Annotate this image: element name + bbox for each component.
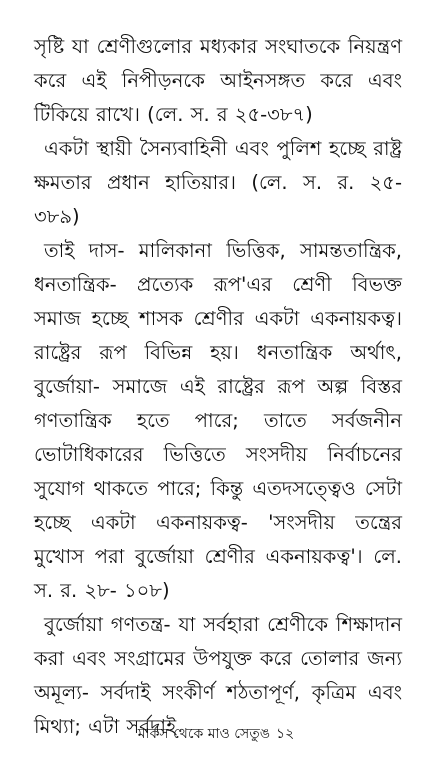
page-number: ১২ (276, 726, 295, 742)
paragraph-3: তাই দাস- মালিকানা ভিত্তিক, সামন্ততান্ত্রিক, ধনতান্ত্রিক- প্রত্যেক রূপ'এর শ্রেণী বিভক্ত সমাজ হচ্ছে শাসক শ্রেণীর একটা একনায়কত্ব। রাষ্ট্রের রূপ বিভিন্ন হয়। ধনতান্ত্রিক অর্থাৎ, বুর্জোয়া- সমাজে এই রাষ্ট্রের রূপ অল্প বিস্তর গণতান্ত্রিক হতে পারে; তাতে সর্বজনীন ভোটাধিকারের ভিত্তিতে সংসদীয় নির্বাচনের সুযোগ থাকতে পারে; কিন্তু এতদসত্ত্বেও সেটা হচ্ছে একটা একনায়কত্ব- 'সংসদীয় তন্ত্রের মুখোস পরা বুর্জোয়া শ্রেণীর একনায়কত্ব'। লে. স. র. ২৮- ১০৮) (34, 239, 402, 602)
book-title: মার্কস থেকে মাও সেতুঙ (137, 726, 271, 742)
page-footer (0, 722, 432, 746)
paragraph-4: বুর্জোয়া গণতন্ত্র- যা সর্বহারা শ্রেণীকে শিক্ষাদান করা এবং সংগ্রামের উপযুক্ত করে তোলার জন্য অমূল্য- সর্বদাই সংকীর্ণ শঠতাপূর্ণ, কৃত্রিম এবং মিথ্যা; এটা সর্বদাই (34, 613, 402, 738)
paragraph-2: একটা স্থায়ী সৈন্যবাহিনী এবং পুলিশ হচ্ছে রাষ্ট্র ক্ষমতার প্রধান হাতিয়ার। (লে. স. র. ২৫- ৩৮৯) (34, 137, 402, 228)
paragraph-1: সৃষ্টি যা শ্রেণীগুলোর মধ্যকার সংঘাতকে নিয়ন্ত্রণ করে এই নিপীড়নকে আইনসঙ্গত করে এবং টিকিয়ে রাখে। (লে. স. র ২৫-৩৮৭) (34, 35, 402, 126)
